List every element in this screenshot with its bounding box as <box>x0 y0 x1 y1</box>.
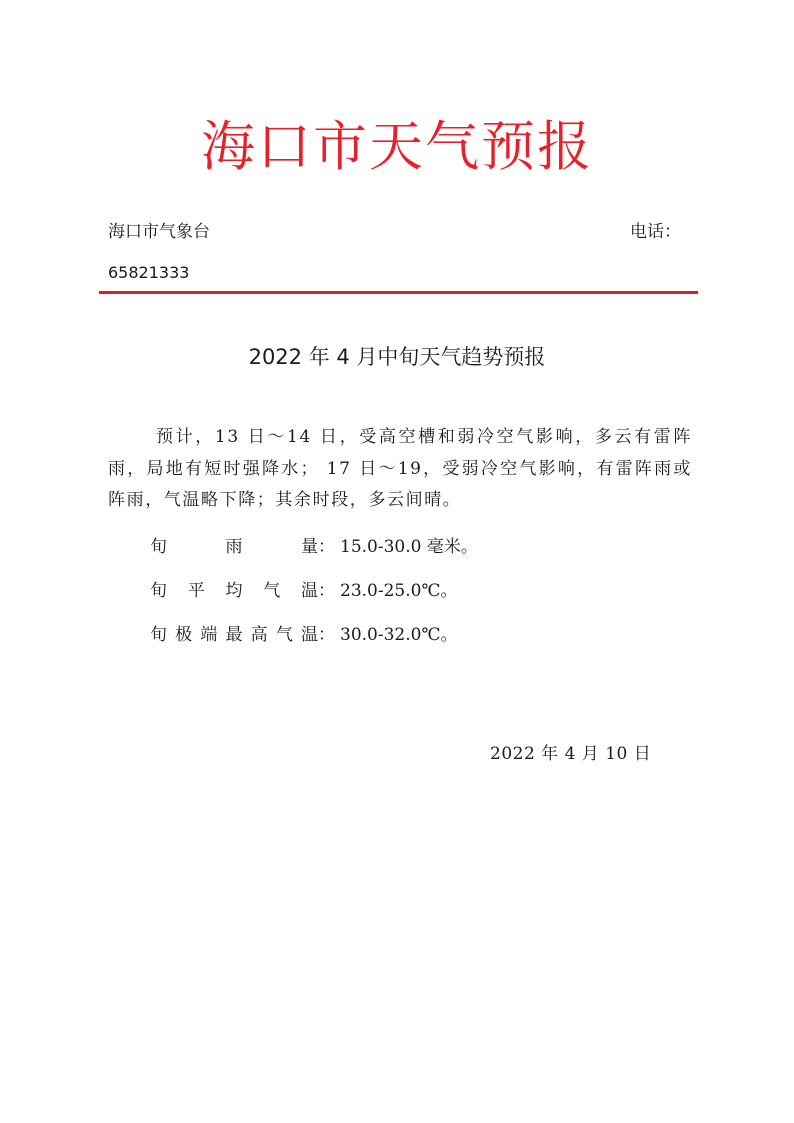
stat-value: 15.0-30.0 毫米。 <box>340 537 478 557</box>
forecast-paragraph: 预计，13 日～14 日，受高空槽和弱冷空气影响，多云有雷阵雨，局地有短时强降水； 17 日～19，受弱冷空气影响，有雷阵雨或阵雨，气温略下降；其余时段，多云间晴。 <box>108 427 692 510</box>
page-title: 海口市天气预报 <box>201 115 593 178</box>
stat-colon: ： <box>318 581 335 601</box>
stat-label: 旬雨量 <box>150 537 318 557</box>
stat-label: 旬极端最高气温 <box>150 625 318 645</box>
stat-row-average-temperature <box>150 576 478 620</box>
stat-value: 23.0-25.0℃。 <box>340 581 458 601</box>
stat-colon: ： <box>318 625 335 645</box>
phone-label: 电话： <box>630 222 681 242</box>
stat-row-rainfall <box>150 532 478 576</box>
stat-value: 30.0-32.0℃。 <box>340 625 458 645</box>
header-divider <box>99 291 698 294</box>
stat-colon: ： <box>318 537 335 557</box>
stat-row-extreme-high-temperature <box>150 620 478 664</box>
report-title: 2022 年 4 月中旬天气趋势预报 <box>248 345 546 369</box>
stat-label: 旬平均气温 <box>150 581 318 601</box>
phone-number: 65821333 <box>108 263 190 282</box>
organization-name: 海口市气象台 <box>108 222 210 242</box>
forecast-stats <box>150 532 478 664</box>
issue-date: 2022 年 4 月 10 日 <box>490 744 652 764</box>
